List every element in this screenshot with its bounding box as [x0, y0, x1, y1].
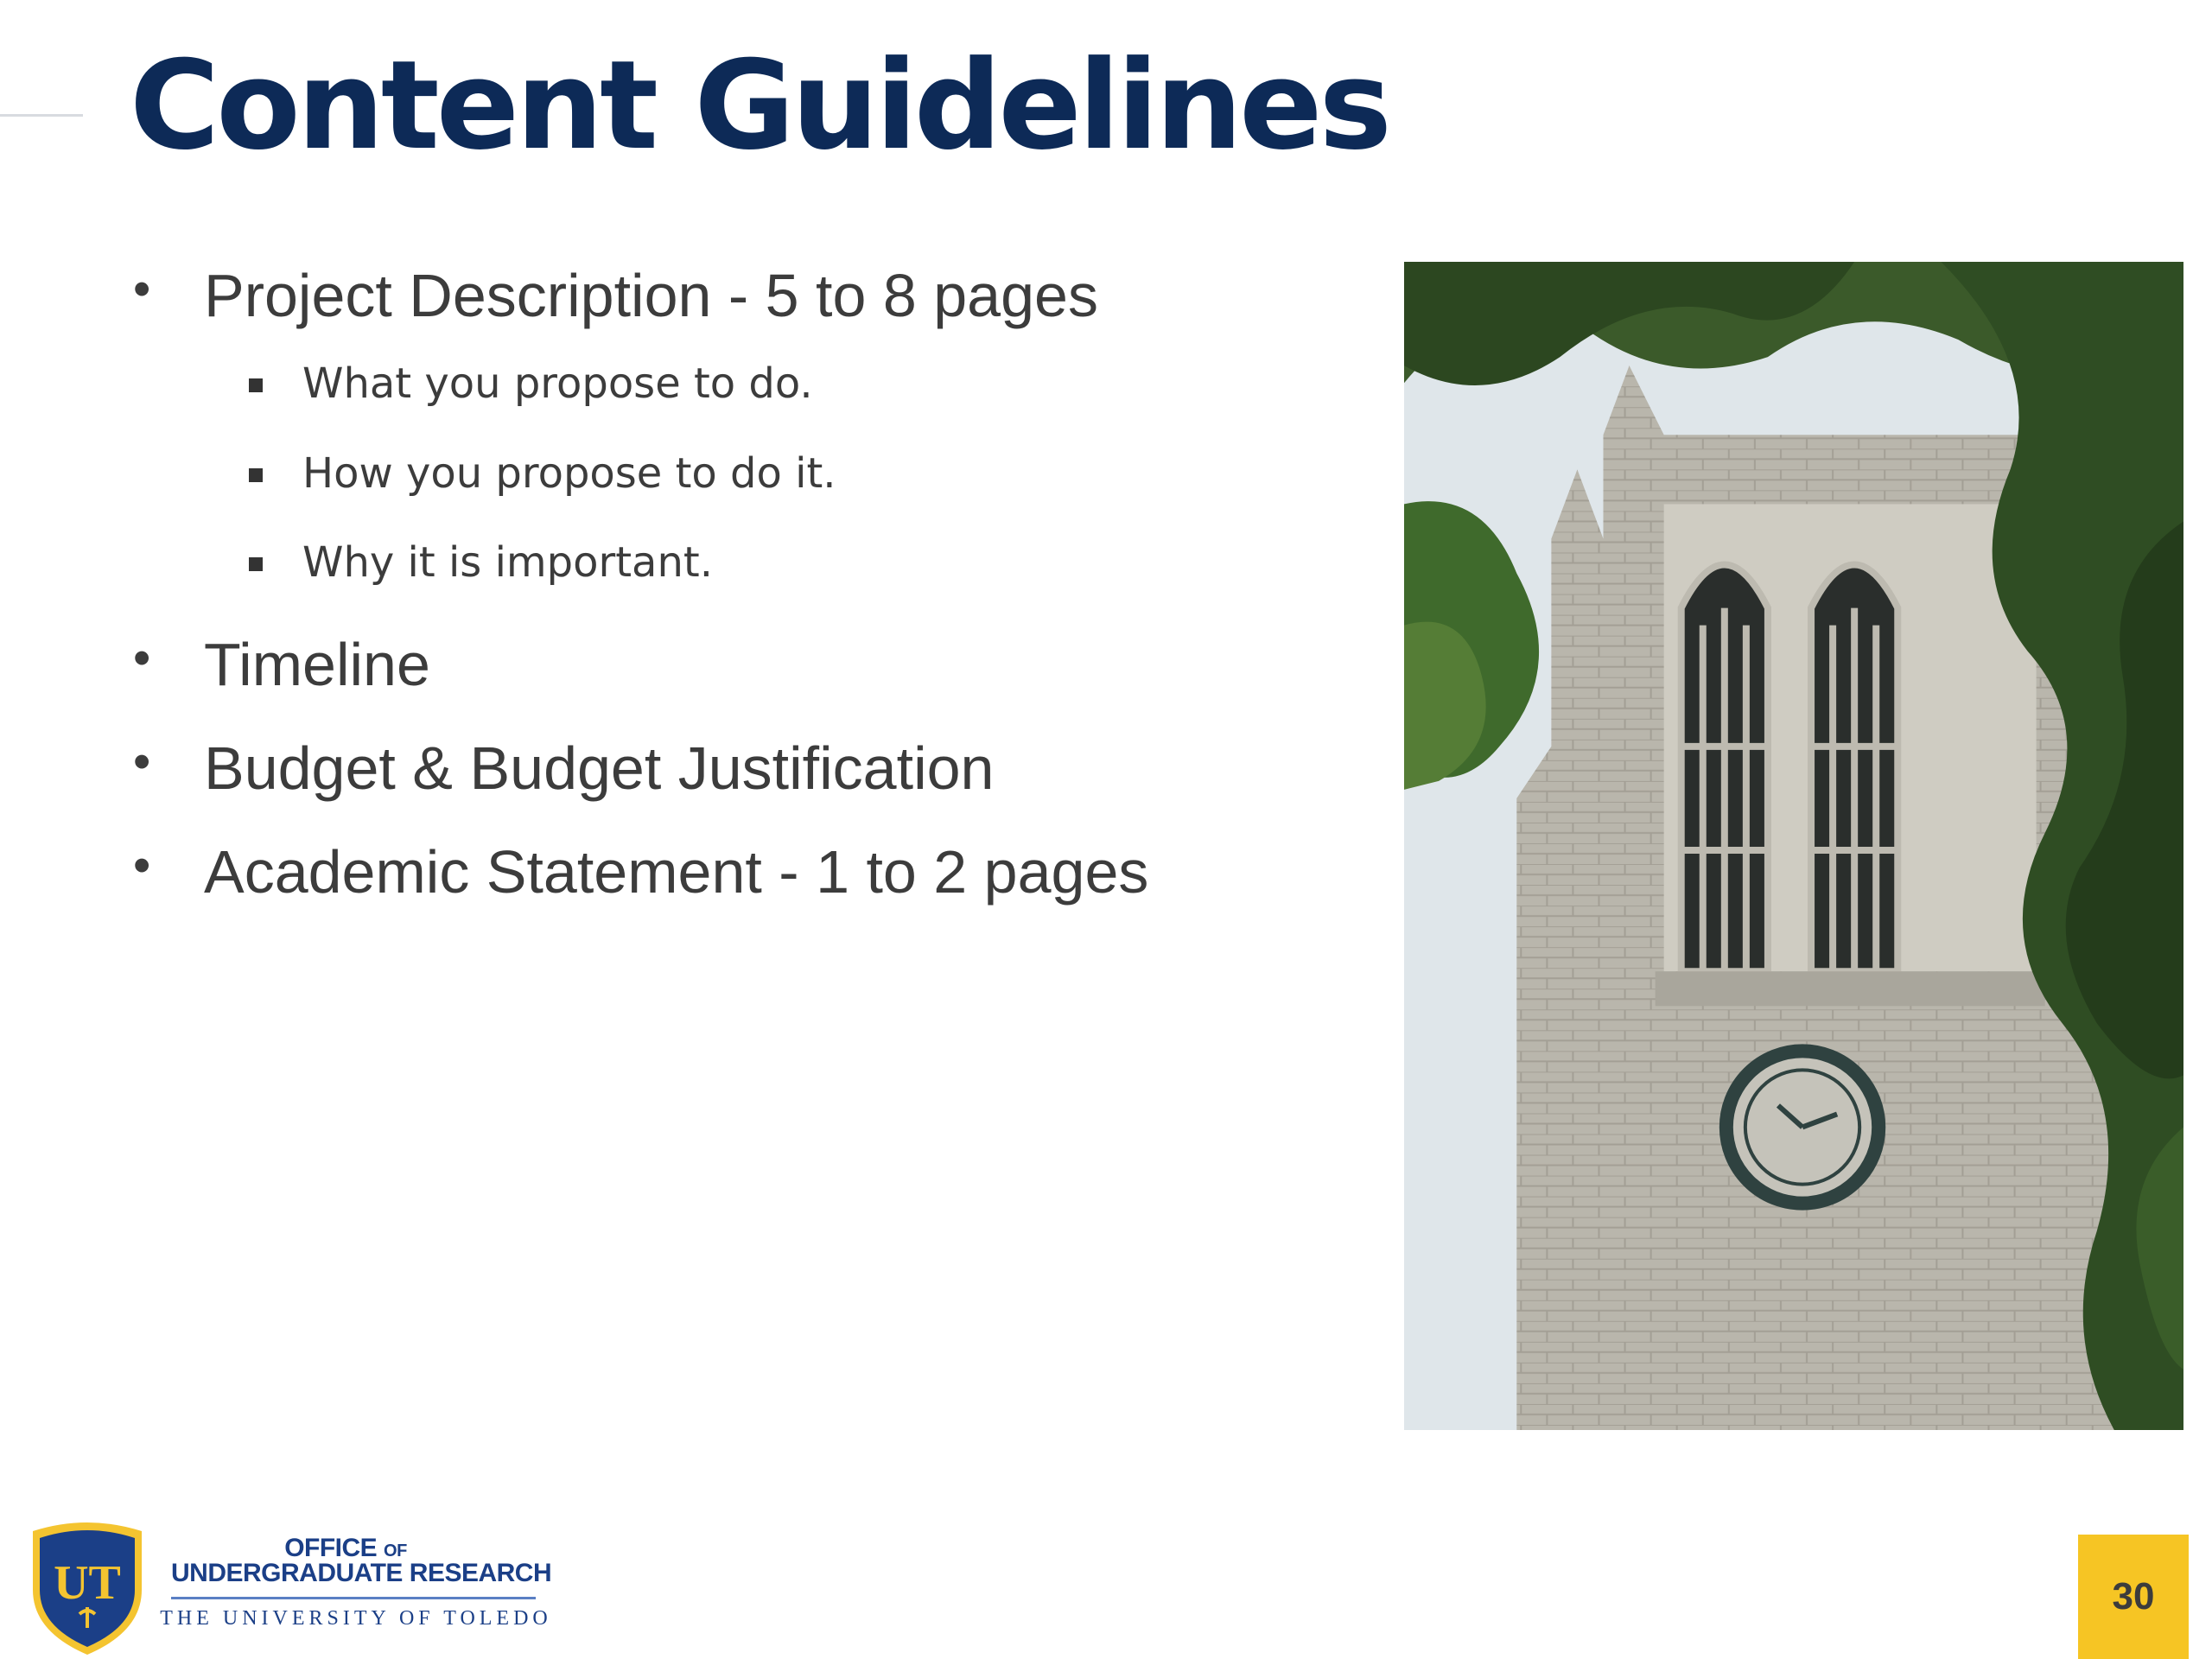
logo-divider — [171, 1597, 536, 1599]
sub-bullet-list — [130, 359, 1357, 588]
clock-tower-illustration — [1404, 262, 2183, 1430]
slide-title: Content Guidelines — [130, 35, 1389, 177]
bullet-item — [130, 836, 1357, 908]
bullet-text: Project Description - 5 to 8 pages — [204, 262, 1098, 329]
logo-of-word: OF — [384, 1541, 407, 1560]
bullet-item — [130, 732, 1357, 804]
clock-tower-photo — [1404, 262, 2183, 1430]
bullet-dot-icon: • — [133, 261, 151, 317]
bullet-item — [130, 259, 1357, 332]
logo-university-text: THE UNIVERSITY OF TOLEDO — [160, 1607, 552, 1630]
bullet-dot-icon: • — [133, 836, 151, 893]
sub-bullet-item — [130, 449, 1357, 499]
bullet-dot-icon: • — [133, 733, 151, 790]
square-bullet-icon — [249, 557, 263, 571]
page-number-badge: 30 — [2078, 1535, 2189, 1659]
bullet-list — [130, 259, 1357, 939]
bullet-text: Budget & Budget Justification — [204, 734, 995, 802]
sub-bullet-item — [130, 538, 1357, 588]
bullet-dot-icon: • — [133, 629, 151, 686]
bullet-item — [130, 628, 1357, 701]
bullet-text: Timeline — [204, 630, 430, 698]
sub-bullet-text: What you propose to do. — [302, 359, 813, 408]
sub-bullet-item — [130, 359, 1357, 410]
bullet-text: Academic Statement - 1 to 2 pages — [204, 837, 1149, 906]
title-rule — [0, 114, 83, 117]
sub-bullet-text: How you propose to do it. — [302, 448, 836, 498]
logo-office-word: OFFICE — [284, 1534, 378, 1562]
square-bullet-icon — [249, 468, 263, 482]
square-bullet-icon — [249, 378, 263, 392]
ut-shield-icon — [26, 1521, 149, 1659]
logo-department-text: UNDERGRADUATE RESEARCH — [171, 1559, 552, 1587]
shield-monogram: UT — [54, 1556, 121, 1610]
university-logo — [26, 1521, 552, 1659]
sub-bullet-text: Why it is important. — [302, 538, 713, 588]
